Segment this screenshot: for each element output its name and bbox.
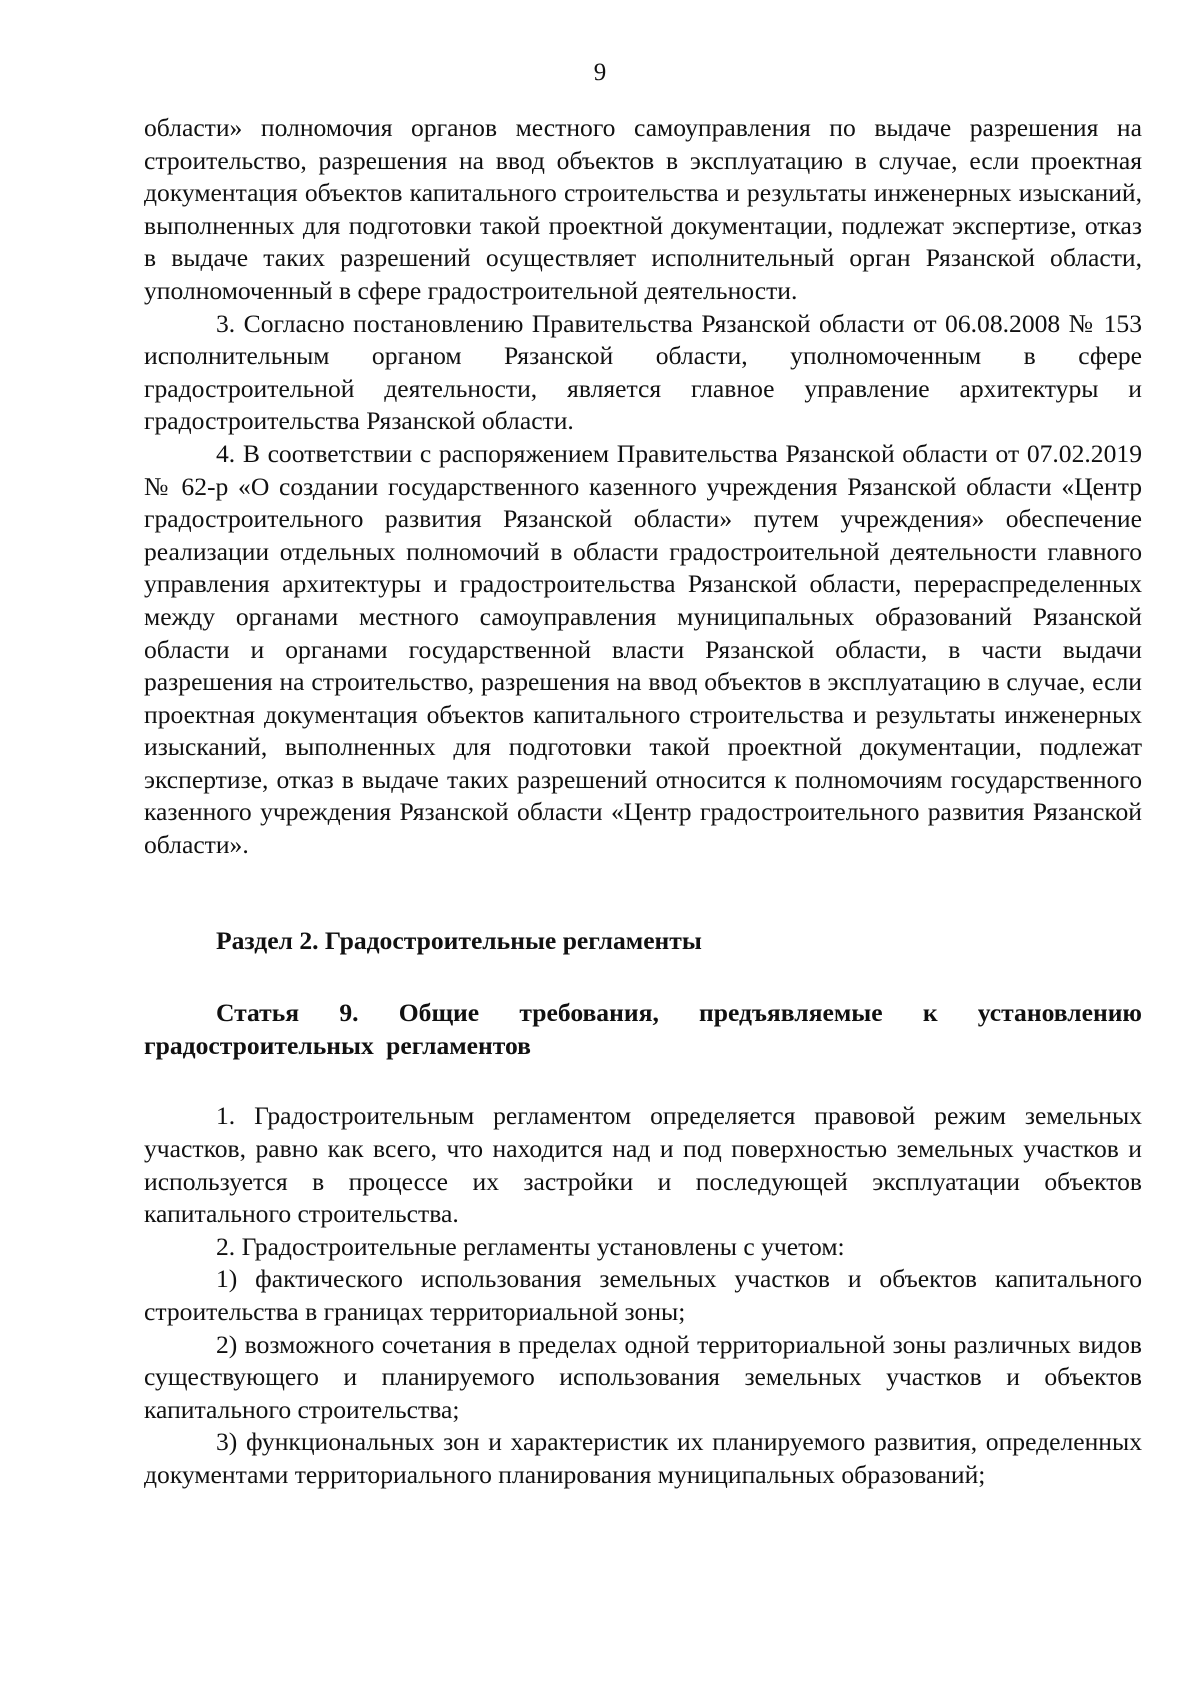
paragraph-continuation: области» полномочия органов местного самоуправления по выдаче разрешения на строительство, разрешения на ввод объектов в эксплуатацию в случае, если проектная документация объектов капитального строительства и результаты инженерных изысканий, выполненных для подготовки такой проектной документации, подлежат экспертизе, отказ в выдаче таких разрешений осуществляет исполнительный орган Рязанской области, уполномоченный в сфере градостроительной деятельности. xyxy=(144,113,1142,305)
article-paragraph-2: 2. Градостроительные регламенты установлены с учетом: xyxy=(216,1231,845,1261)
article-subitem-2: 2) возможного сочетания в пределах одной территориальной зоны различных видов существующего и планируемого использования земельных участков и объектов капитального строительства; xyxy=(144,1329,1142,1424)
paragraph-item-3: 3. Согласно постановлению Правительства Рязанской области от 06.08.2008 № 153 исполнительным органом Рязанской области, уполномоченным в сфере градостроительной деятельности, является главное управление архитектуры и градостроительства Рязанской области. xyxy=(144,308,1142,436)
paragraph-item-4: 4. В соответствии с распоряжением Правительства Рязанской области от 07.02.2019 № 62-р «О создании государственного казенного учреждения Рязанской области «Центр градостроительного развития Рязанской области» путем учреждения» обеспечение реализации отдельных полномочий в области градостроительной деятельности главного управления архитектуры и градостроительства Рязанской области, перераспределенных между органами местного самоуправления муниципальных образований Рязанской области и органами государственной власти Рязанской области, в части выдачи разрешения на строительство, разрешения на ввод объектов в эксплуатацию в случае, если проектная документация объектов капитального строительства и результаты инженерных изысканий, выполненных для подготовки такой проектной документации, подлежат экспертизе, отказ в выдаче таких разрешений относится к полномочиям государственного казенного учреждения Рязанской области «Центр градостроительного развития Рязанской области». xyxy=(144,438,1142,860)
document-body xyxy=(144,112,1142,1492)
page-number: 9 xyxy=(593,59,607,86)
article-body xyxy=(144,1100,1142,1491)
section-title: Раздел 2. Градостроительные регламенты xyxy=(216,925,702,955)
article-subitem-3: 3) функциональных зон и характеристик их планируемого развития, определенных документами территориального планирования муниципальных образований; xyxy=(144,1427,1142,1489)
article-subitem-1: 1) фактического использования земельных участков и объектов капитального строительства в границах территориальной зоны; xyxy=(144,1264,1142,1326)
article-paragraph-1: 1. Градостроительным регламентом определяется правовой режим земельных участков, равно как всего, что находится над и под поверхностью земельных участков и используется в процессе их застройки и последующей эксплуатации объектов капитального строительства. xyxy=(144,1101,1142,1229)
article-title: Статья 9. Общие требования, предъявляемые к установлению градостроительных регламентов xyxy=(144,998,1142,1060)
